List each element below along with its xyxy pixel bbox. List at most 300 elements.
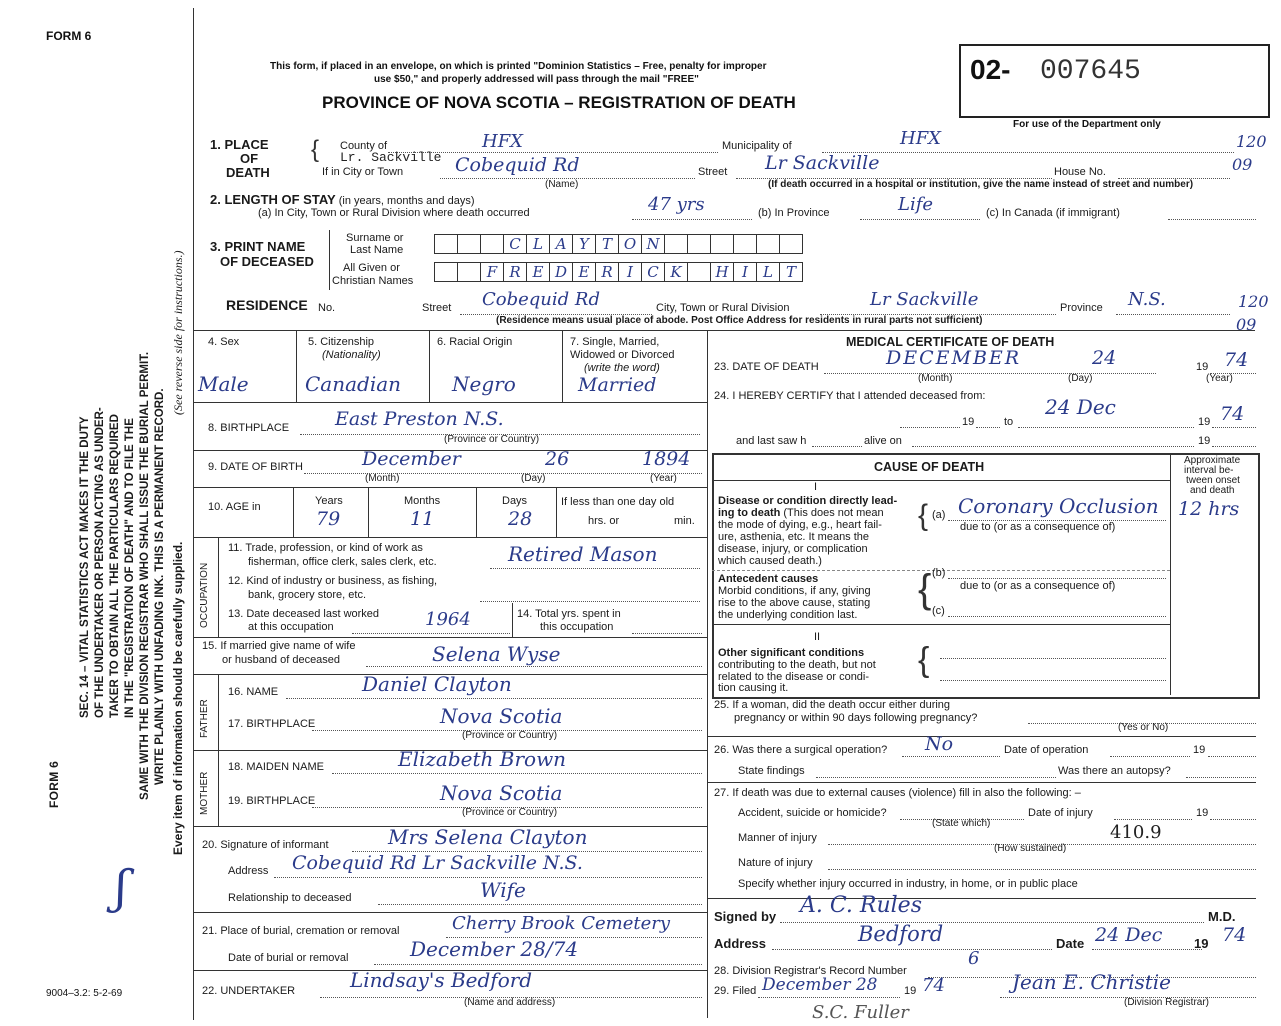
given-name-letter: E — [532, 263, 544, 281]
grid-line — [193, 487, 707, 488]
grid-line — [758, 997, 900, 998]
form-number: FORM 6 — [47, 760, 61, 808]
residence-province-label: Province — [1060, 302, 1103, 314]
filed-year-prefix: 19 — [904, 985, 917, 997]
undertaker-value: Lindsay's Bedford — [350, 968, 533, 992]
surname-cell — [457, 234, 481, 254]
grid-line — [218, 750, 219, 826]
surname-cell — [503, 234, 527, 254]
date-of-death-month: DECEMBER — [886, 347, 1022, 369]
state-which-caption: (State which) — [932, 818, 991, 829]
print-name-label-2: OF DECEASED — [220, 254, 314, 269]
county-label: County of — [340, 140, 388, 152]
undertaker-caption: (Name and address) — [464, 997, 556, 1008]
cause-c-label: (c) — [932, 605, 945, 617]
due-to-label-b: due to (or as a consequence of) — [960, 580, 1116, 592]
mail-notice-line1: This form, if placed in an envelope, on which is printed "Dominion Statistics – Free, penalty for improper — [270, 61, 767, 72]
print-name-label-1: 3. PRINT NAME — [210, 239, 306, 254]
side-instruction-8: (See reverse side for instructions.) — [171, 250, 185, 415]
surname-letter: T — [601, 235, 612, 253]
given-name-cell — [710, 262, 734, 282]
grid-line — [296, 330, 297, 402]
interval-label-3: tween onset — [1186, 475, 1240, 486]
interval-label-4: and death — [1190, 485, 1235, 496]
stay-province-label: (b) In Province — [758, 207, 830, 219]
place-of-death-label-3: DEATH — [226, 165, 270, 180]
grid-line — [1208, 756, 1256, 757]
age-days-value: 28 — [508, 508, 533, 530]
spouse-value: Selena Wyse — [432, 642, 561, 666]
stay-province-value: Life — [898, 194, 934, 215]
surname-cell — [480, 234, 504, 254]
surname-letter: O — [623, 235, 637, 253]
side-instruction-6: WRITE PLAINLY WITH UNFADING INK. THIS IS A PERMANENT RECORD. — [154, 388, 166, 785]
city-town-label: If in City or Town — [322, 166, 404, 178]
surname-cell — [549, 234, 573, 254]
grid-line — [1186, 777, 1256, 778]
length-of-stay-sub: (in years, months and days) — [338, 195, 475, 207]
brace-icon: { — [918, 567, 932, 611]
dob-month: December — [362, 448, 461, 470]
registrar-caption: (Division Registrar) — [1124, 997, 1210, 1008]
physician-address-label: Address — [714, 936, 767, 951]
surname-cell — [687, 234, 711, 254]
direct-label-4: the mode of dying, e.g., heart fail- — [718, 519, 882, 531]
mother-side-label: MOTHER — [199, 771, 210, 815]
grid-line — [824, 373, 1156, 374]
grid-line — [476, 487, 477, 537]
surname-cell — [710, 234, 734, 254]
date-of-death-label: 23. DATE OF DEATH — [714, 361, 819, 373]
surname-label-2: Last Name — [350, 244, 404, 256]
dob-year: 1894 — [642, 448, 691, 470]
alive-on-label: alive on — [864, 435, 902, 447]
burial-place-label: 21. Place of burial, cremation or removal — [202, 925, 400, 937]
grid-line — [193, 402, 707, 403]
given-name-cell — [572, 262, 596, 282]
surname-letter: A — [555, 235, 567, 253]
grid-line — [368, 487, 369, 537]
cause-b-label: (b) — [932, 567, 946, 579]
pregnancy-label-2: pregnancy or within 90 days following pregnancy? — [734, 712, 978, 724]
manner-label: Manner of injury — [738, 832, 817, 844]
attended-to-label: to — [1004, 416, 1014, 428]
certify-label: 24. I HEREBY CERTIFY that I attended deceased from: — [714, 390, 986, 402]
residence-street-value: Cobequid Rd — [482, 289, 600, 310]
last-saw-label: and last saw h — [736, 435, 807, 447]
hrs-label: hrs. or — [588, 515, 620, 527]
alive-on-year-prefix: 19 — [1198, 435, 1211, 447]
grid-line — [1212, 427, 1256, 428]
birthplace-caption: (Province or Country) — [444, 434, 540, 445]
grid-line — [352, 633, 510, 634]
side-signature-mark: ʃ — [115, 860, 128, 914]
occupation-side-label: OCCUPATION — [199, 562, 210, 628]
grid-line — [632, 633, 702, 634]
grid-line — [1114, 819, 1192, 820]
grid-line — [707, 736, 1256, 737]
trade-label-2: fisherman, office clerk, sales clerk, etc. — [248, 556, 437, 568]
grid-line — [480, 601, 700, 602]
accident-label: Accident, suicide or homicide? — [738, 807, 887, 819]
age-years-value: 79 — [316, 508, 341, 530]
trade-label-1: 11. Trade, profession, or kind of work as — [228, 542, 423, 554]
informant-signature-label: 20. Signature of informant — [202, 839, 329, 851]
given-name-letter: K — [670, 263, 682, 281]
marital-value: Married — [578, 374, 657, 396]
grid-line — [912, 446, 1194, 447]
residence-no-label: No. — [318, 302, 336, 314]
signature-date-label: Date — [1056, 936, 1085, 951]
name-caption: (Name) — [545, 179, 579, 190]
form-left-border — [193, 8, 194, 1020]
spouse-label-2: or husband of deceased — [222, 654, 341, 666]
racial-origin-value: Negro — [452, 372, 516, 396]
surname-letter: C — [509, 235, 521, 253]
cause-a-interval: 12 hrs — [1178, 498, 1240, 520]
min-label: min. — [674, 515, 695, 527]
signed-by-label: Signed by — [714, 909, 777, 924]
side-instruction-3: TAKER TO OBTAIN ALL THE PARTICULARS REQUIRED — [109, 414, 121, 718]
signed-by-value: A. C. Rules — [800, 893, 922, 918]
grid-line — [948, 616, 1166, 617]
stay-city-line — [632, 219, 752, 220]
grid-line — [293, 487, 294, 537]
pregnancy-label-1: 25. If a woman, did the death occur either during — [714, 699, 951, 711]
relationship-value: Wife — [480, 878, 526, 902]
grid-line — [378, 904, 702, 905]
grid-line — [1210, 819, 1256, 820]
surname-cell — [779, 234, 803, 254]
physician-address-value: Bedford — [858, 922, 944, 946]
residence-city-value: Lr Sackville — [870, 289, 979, 310]
death-year-caption: (Year) — [1206, 373, 1233, 384]
filed-year: 74 — [922, 975, 945, 996]
other-label-3: related to the disease or condi- — [718, 671, 870, 683]
father-birthplace-caption: (Province or Country) — [462, 730, 558, 741]
dept-code-1: 120 — [1236, 132, 1267, 151]
marital-label-3: (write the word) — [584, 362, 660, 374]
grid-line — [304, 473, 702, 474]
residence-province-line — [1116, 314, 1230, 315]
stay-city-value: 47 yrs — [648, 194, 705, 215]
direct-label-7: which caused death.) — [718, 555, 822, 567]
grid-line — [707, 898, 1256, 899]
how-sustained-caption: (How sustained) — [994, 843, 1067, 854]
mother-maiden-value: Elizabeth Brown — [398, 747, 567, 771]
side-instruction-2: OF THE UNDERTAKER OR PERSON ACTING AS UNDER- — [94, 407, 106, 718]
direct-label-2: ing to death — [718, 507, 781, 519]
marital-label-1: 7. Single, Married, — [570, 336, 660, 348]
surgery-label: 26. Was there a surgical operation? — [714, 744, 888, 756]
side-instruction-7: Every item of information should be carefully supplied. — [171, 541, 185, 855]
father-birthplace-value: Nova Scotia — [440, 704, 563, 728]
grid-line — [902, 756, 1000, 757]
injury-date-prefix: 19 — [1196, 807, 1209, 819]
signature-year: 74 — [1222, 924, 1247, 946]
grid-line — [976, 427, 1000, 428]
given-name-letter: T — [785, 263, 796, 281]
marital-label-2: Widowed or Divorced — [570, 349, 675, 361]
trade-value: Retired Mason — [508, 542, 658, 566]
racial-origin-label: 6. Racial Origin — [437, 336, 513, 348]
hospital-note: (If death occurred in a hospital or institution, give the name instead of street and number) — [768, 179, 1194, 190]
given-name-cell — [434, 262, 458, 282]
filed-value: December 28 — [762, 975, 878, 995]
given-name-cell — [664, 262, 688, 282]
burial-date-label: Date of burial or removal — [228, 952, 349, 964]
grid-line — [772, 949, 1052, 950]
grid-line — [1092, 949, 1202, 950]
given-name-cell — [595, 262, 619, 282]
citizenship-label-2: (Nationality) — [322, 349, 381, 361]
citizenship-value: Canadian — [305, 372, 402, 396]
center-divider — [707, 330, 708, 1018]
last-worked-label-2: at this occupation — [248, 621, 334, 633]
given-name-letter: D — [554, 263, 568, 281]
grid-line — [193, 637, 707, 638]
total-years-label-1: 14. Total yrs. spent in — [517, 608, 621, 620]
grid-line — [1212, 446, 1256, 447]
mother-birthplace-caption: (Province or Country) — [462, 807, 558, 818]
age-months-label: Months — [404, 495, 441, 507]
surname-cell — [434, 234, 458, 254]
external-code-value: 410.9 — [1110, 822, 1162, 843]
citizenship-label-1: 5. Citizenship — [308, 336, 375, 348]
grid-line — [556, 487, 557, 537]
side-instruction-1: SEC. 14 – VITAL STATISTICS ACT MAKES IT THE DUTY — [79, 416, 91, 718]
interval-label-2: interval be- — [1184, 465, 1234, 476]
given-name-letter: I — [627, 263, 633, 281]
grid-line — [1110, 756, 1190, 757]
operation-date-label: Date of operation — [1004, 744, 1089, 756]
part-two-label: II — [814, 631, 821, 643]
bottom-signature: S.C. Fuller — [812, 1002, 909, 1023]
grid-line — [1018, 427, 1194, 428]
grid-line — [816, 777, 1056, 778]
grid-line — [707, 782, 1256, 783]
antecedent-label-2: Morbid conditions, if any, giving — [718, 585, 871, 597]
cause-a-value: Coronary Occlusion — [958, 494, 1159, 518]
grid-line — [712, 480, 1170, 481]
father-side-label: FATHER — [199, 699, 210, 738]
given-name-cell — [503, 262, 527, 282]
residence-note: (Residence means usual place of abode. Post Office Address for residents in rural parts not sufficient) — [496, 315, 983, 326]
surname-cell — [572, 234, 596, 254]
stay-canada-label: (c) In Canada (if immigrant) — [986, 207, 1120, 219]
direct-label-5: ure, asthenia, etc. It means the — [718, 531, 870, 543]
death-day-caption: (Day) — [1068, 373, 1093, 384]
registration-prefix: 02- — [970, 54, 1011, 85]
surname-cell — [756, 234, 780, 254]
age-days-label: Days — [502, 495, 528, 507]
municipality-line — [822, 152, 1234, 153]
informant-address-label: Address — [228, 865, 269, 877]
surgery-value: No — [925, 733, 954, 755]
registration-number: 007645 — [1040, 56, 1141, 87]
given-name-letter: H — [715, 263, 729, 281]
signature-year-prefix: 19 — [1194, 936, 1209, 951]
attended-from-year-prefix: 19 — [962, 416, 975, 428]
dob-month-caption: (Month) — [365, 473, 400, 484]
grid-line — [429, 330, 430, 402]
surname-cell — [618, 234, 642, 254]
given-name-cell — [480, 262, 504, 282]
grid-line — [366, 666, 702, 667]
grid-line — [193, 537, 707, 538]
dept-code-3: 120 — [1238, 292, 1269, 311]
grid-line — [940, 680, 1166, 681]
surname-letter: Y — [579, 235, 589, 253]
spouse-label-1: 15. If married give name of wife — [202, 640, 356, 652]
brace-icon: { — [311, 136, 320, 163]
total-years-label-2: this occupation — [540, 621, 614, 633]
father-name-label: 16. NAME — [228, 686, 279, 698]
grid-line — [218, 674, 219, 750]
place-of-death-label-2: OF — [240, 151, 259, 166]
signature-date-value: 24 Dec — [1095, 924, 1163, 946]
form-title: PROVINCE OF NOVA SCOTIA – REGISTRATION OF DEATH — [322, 93, 796, 112]
direct-label-6: disease, injury, or complication — [718, 543, 868, 555]
stay-province-line — [860, 219, 980, 220]
other-label-1: Other significant conditions — [718, 647, 865, 659]
last-worked-label-1: 13. Date deceased last worked — [228, 608, 380, 620]
age-label: 10. AGE in — [208, 501, 261, 513]
surname-cell — [526, 234, 550, 254]
residence-label: RESIDENCE — [226, 297, 308, 313]
grid-line — [562, 330, 563, 402]
grid-line — [332, 773, 702, 774]
grid-line — [812, 446, 862, 447]
part-one-label: I — [814, 481, 818, 493]
attended-to-year-prefix: 19 — [1198, 416, 1211, 428]
antecedent-label-4: the underlying condition last. — [718, 609, 858, 621]
surname-cell — [664, 234, 688, 254]
birthplace-label: 8. BIRTHPLACE — [208, 422, 290, 434]
external-causes-label: 27. If death was due to external causes (violence) fill in also the following: – — [714, 787, 1081, 799]
cause-of-death-heading: CAUSE OF DEATH — [874, 460, 985, 474]
side-instruction-4: IN THE "REGISTRATION OF DEATH" AND TO FILE THE — [124, 418, 136, 718]
dob-year-caption: (Year) — [650, 473, 677, 484]
brace-icon: { — [918, 641, 930, 679]
date-of-death-year: 74 — [1224, 349, 1249, 371]
operation-date-prefix: 19 — [1193, 744, 1206, 756]
department-use-note: For use of the Department only — [1013, 119, 1161, 130]
given-name-letter: E — [578, 263, 590, 281]
mail-notice-line2: use $50," and properly addressed will pass through the mail "FREE" — [374, 74, 699, 85]
medical-certificate-heading: MEDICAL CERTIFICATE OF DEATH — [846, 335, 1055, 349]
surname-letter: L — [533, 235, 543, 253]
residence-province-value: N.S. — [1128, 289, 1166, 310]
interval-label-1: Approximate — [1184, 455, 1241, 466]
dob-day-caption: (Day) — [521, 473, 546, 484]
sex-label: 4. Sex — [208, 336, 240, 348]
house-no-label: House No. — [1054, 166, 1106, 178]
autopsy-label: Was there an autopsy? — [1058, 765, 1171, 777]
mother-birthplace-value: Nova Scotia — [440, 781, 563, 805]
stay-canada-line — [1168, 219, 1256, 220]
grid-line — [286, 698, 702, 699]
surname-label-1: Surname or — [346, 232, 404, 244]
given-name-letter: R — [601, 263, 613, 281]
record-number-value: 6 — [968, 948, 980, 969]
given-name-letter: R — [509, 263, 521, 281]
age-months-value: 11 — [410, 508, 435, 530]
street-label: Street — [698, 166, 728, 178]
mother-birthplace-label: 19. BIRTHPLACE — [228, 795, 316, 807]
grid-line — [940, 658, 1166, 659]
place-of-death-label-1: 1. PLACE — [210, 137, 269, 152]
last-worked-value: 1964 — [425, 609, 471, 630]
birthplace-value: East Preston N.S. — [335, 408, 504, 430]
specify-label: Specify whether injury occurred in industry, in home, or in public place — [738, 878, 1078, 890]
direct-label-3: (This does not mean — [783, 507, 884, 519]
typed-place: Lr. Sackville — [340, 150, 442, 165]
given-name-cell — [549, 262, 573, 282]
due-to-label-a: due to (or as a consequence of) — [960, 521, 1116, 533]
municipality-label: Municipality of — [722, 140, 792, 152]
given-name-cell — [618, 262, 642, 282]
length-of-stay-label: 2. LENGTH OF STAY — [210, 192, 336, 207]
age-years-label: Years — [315, 495, 343, 507]
given-name-cell — [526, 262, 550, 282]
informant-address-value: Cobequid Rd Lr Sackville N.S. — [292, 852, 583, 874]
grid-line — [490, 568, 700, 569]
given-name-letter: C — [647, 263, 659, 281]
injury-date-label: Date of injury — [1028, 807, 1093, 819]
form-label: FORM 6 — [46, 29, 92, 43]
burial-place-value: Cherry Brook Cemetery — [452, 913, 671, 934]
dob-label: 9. DATE OF BIRTH — [208, 461, 303, 473]
other-label-2: contributing to the death, but not — [718, 659, 876, 671]
surname-letter: N — [646, 235, 660, 253]
given-name-cell — [457, 262, 481, 282]
given-name-letter: I — [742, 263, 748, 281]
grid-line — [828, 869, 1256, 870]
given-name-cell — [779, 262, 803, 282]
city-name-value: Cobequid Rd — [455, 154, 580, 176]
informant-signature-value: Mrs Selena Clayton — [388, 825, 588, 849]
surname-cell — [641, 234, 665, 254]
father-name-value: Daniel Clayton — [362, 672, 512, 696]
relationship-label: Relationship to deceased — [228, 892, 352, 904]
dept-code-4: 09 — [1236, 315, 1257, 334]
less-day-label: If less than one day old — [561, 496, 675, 508]
state-findings-label: State findings — [738, 765, 805, 777]
brace-icon: { — [918, 499, 929, 532]
county-value: HFX — [482, 131, 524, 152]
direct-label-wrap — [718, 508, 884, 520]
burial-date-value: December 28/74 — [410, 937, 579, 961]
date-of-death-year-prefix: 19 — [1196, 361, 1209, 373]
grid-line — [374, 964, 702, 965]
dob-day: 26 — [545, 448, 570, 470]
stay-label-wrap — [210, 193, 474, 208]
street-value: Lr Sackville — [765, 152, 880, 174]
record-number-label: 28. Division Registrar's Record Number — [714, 965, 907, 977]
industry-label-1: 12. Kind of industry or business, as fishing, — [228, 575, 438, 587]
antecedent-label-1: Antecedent causes — [718, 573, 819, 585]
filed-label: 29. Filed — [714, 985, 757, 997]
printer-code: 9004–3.2: 5-2-69 — [46, 988, 123, 999]
industry-label-2: bank, grocery store, etc. — [248, 589, 366, 601]
section-divider-top — [193, 330, 1255, 331]
surname-cell — [733, 234, 757, 254]
pregnancy-caption: (Yes or No) — [1118, 722, 1169, 733]
attended-to-value: 24 Dec — [1045, 395, 1116, 419]
undertaker-label: 22. UNDERTAKER — [202, 985, 296, 997]
dept-code-2: 09 — [1232, 155, 1253, 174]
